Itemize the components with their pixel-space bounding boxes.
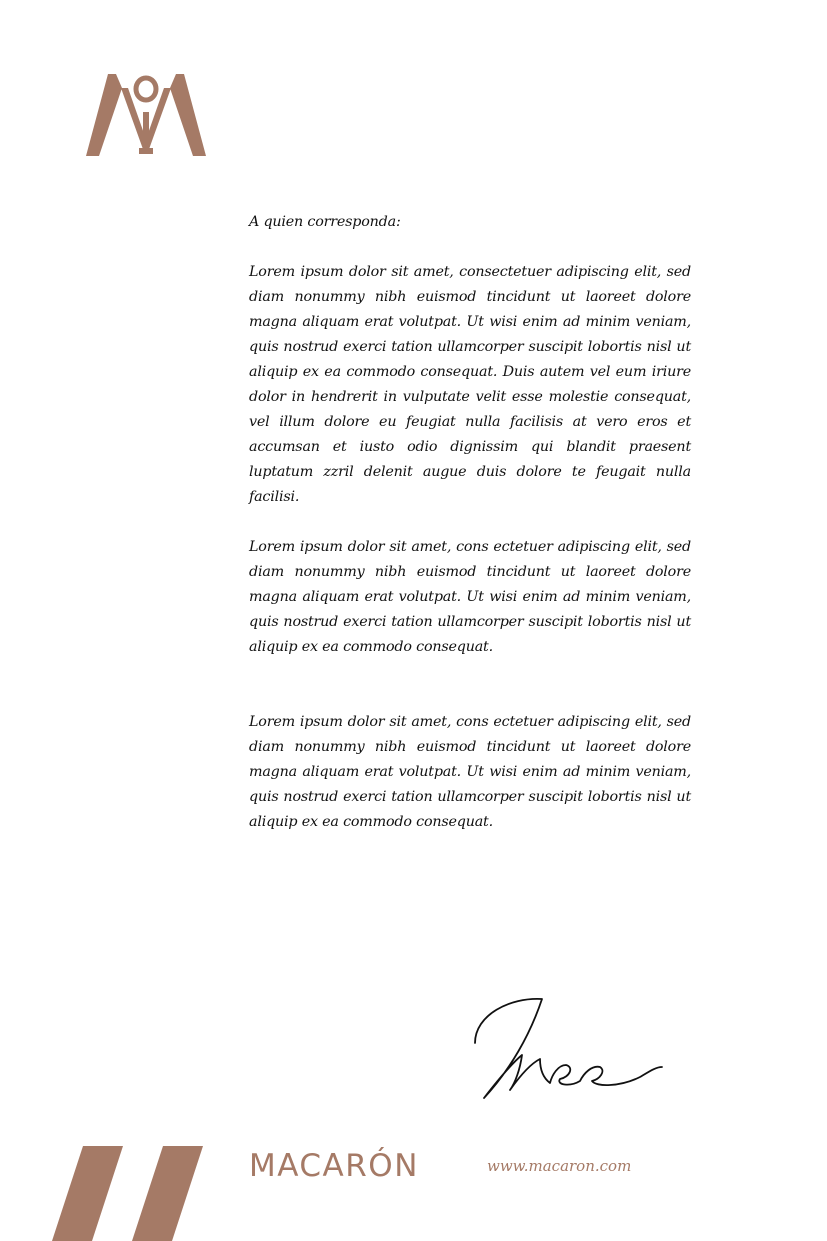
letter-body xyxy=(249,210,691,835)
letter-paragraph: Lorem ipsum dolor sit amet, cons ectetuer adipiscing elit, sed diam nonummy nibh euismod tincidunt ut laoreet dolore magna aliquam erat volutpat. Ut wisi enim ad minim veniam, quis nostrud exerci tation ullamcorper suscipit lobortis nisl ut aliquip ex ea commodo consequat. xyxy=(249,539,691,655)
website-link[interactable]: www.macaron.com xyxy=(487,1157,632,1175)
brand-name: MACARÓN xyxy=(249,1148,419,1184)
logo-monogram-icon xyxy=(86,72,206,158)
letter-paragraph: Lorem ipsum dolor sit amet, consectetuer adipiscing elit, sed diam nonummy nibh euismod tincidunt ut laoreet dolore magna aliquam erat volutpat. Ut wisi enim ad minim veniam, quis nostrud exerci tation ullamcorper suscipit lobortis nisl ut aliquip ex ea commodo consequat. Duis autem vel eum iriure dolor in hendrerit in vulputate velit esse molestie consequat, vel illum dolore eu feugiat nulla facilisis at vero eros et accumsan et iusto odio dignissim qui blandit praesent luptatum zzril delenit augue duis dolore te feugait nulla facilisi. xyxy=(249,264,691,505)
diagonal-stripes-icon xyxy=(50,1146,210,1241)
salutation: A quien corresponda: xyxy=(249,214,401,230)
letter-paragraph: Lorem ipsum dolor sit amet, cons ectetuer adipiscing elit, sed diam nonummy nibh euismod tincidunt ut laoreet dolore magna aliquam erat volutpat. Ut wisi enim ad minim veniam, quis nostrud exerci tation ullamcorper suscipit lobortis nisl ut aliquip ex ea commodo consequat. xyxy=(249,714,691,830)
signature-icon xyxy=(470,995,670,1105)
